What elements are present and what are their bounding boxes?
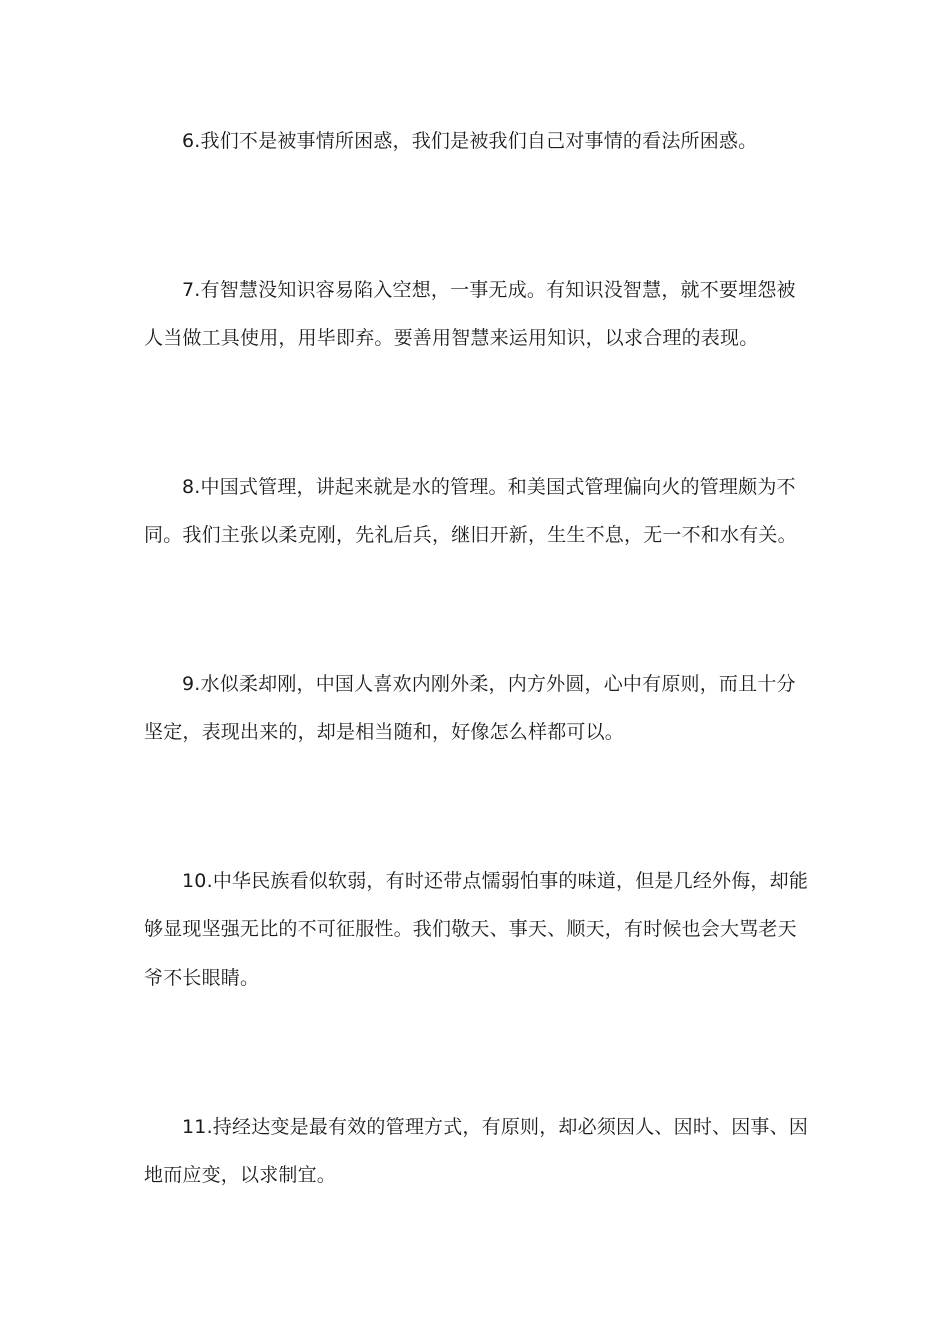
paragraph-8-line-2: 同。我们主张以柔克刚，先礼后兵，继旧开新，生生不息，无一不和水有关。 [144,524,797,546]
paragraph-11-line-2: 地而应变，以求制宜。 [144,1164,337,1186]
paragraph-7-line-1: 7.有智慧没知识容易陷入空想，一事无成。有知识没智慧，就不要埋怨被 [182,279,796,301]
paragraph-10-line-2: 够显现坚强无比的不可征服性。我们敬天、事天、顺天，有时候也会大骂老天 [144,918,797,940]
paragraph-7-line-2: 人当做工具使用，用毕即弃。要善用智慧来运用知识，以求合理的表现。 [144,327,759,349]
paragraph-9-line-1: 9.水似柔却刚，中国人喜欢内刚外柔，内方外圆，心中有原则，而且十分 [182,673,796,695]
paragraph-10-line-1: 10.中华民族看似软弱，有时还带点懦弱怕事的味道，但是几经外侮，却能 [182,870,809,892]
paragraph-9-line-2: 坚定，表现出来的，却是相当随和，好像怎么样都可以。 [144,721,625,743]
paragraph-8-line-1: 8.中国式管理，讲起来就是水的管理。和美国式管理偏向火的管理颇为不 [182,476,796,498]
paragraph-11-line-1: 11.持经达变是最有效的管理方式，有原则，却必须因人、因时、因事、因 [182,1116,809,1138]
paragraph-6-line-1: 6.我们不是被事情所困惑，我们是被我们自己对事情的看法所困惑。 [182,130,758,152]
paragraph-10-line-3: 爷不长眼睛。 [144,967,260,989]
